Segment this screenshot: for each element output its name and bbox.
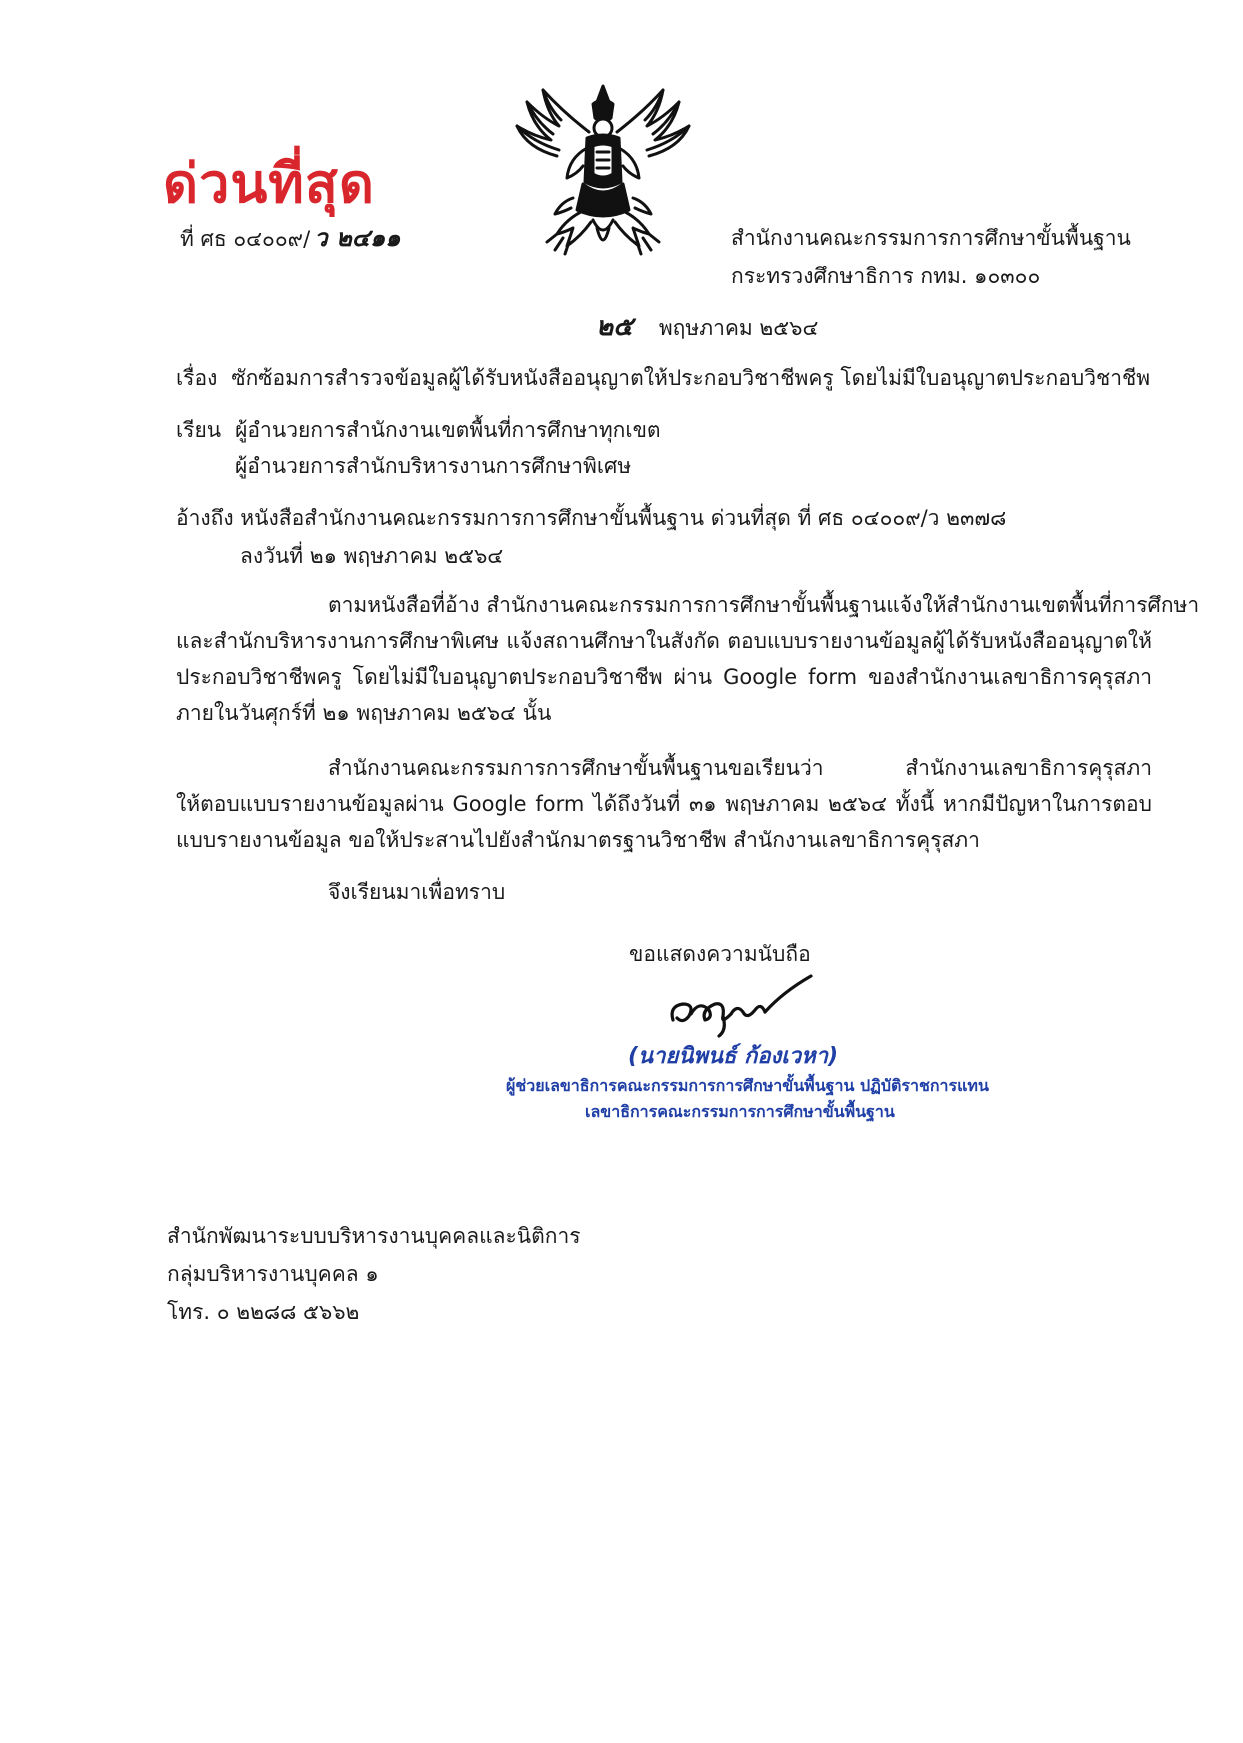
body-paragraph-1 [176,587,1200,731]
paragraph-line: ตามหนังสือที่อ้าง สำนักงานคณะกรรมการการศึกษาขั้นพื้นฐานแจ้งให้สำนักงานเขตพื้นที่การศึกษา [328,593,1200,617]
paragraph-line: แบบรายงานข้อมูล ขอให้ประสานไปยังสำนักมาตรฐานวิชาชีพ สำนักงานเลขาธิการคุรุสภา [176,828,980,852]
paragraph-line: ให้ตอบแบบรายงานข้อมูลผ่าน Google form ได้ถึงวันที่ ๓๑ พฤษภาคม ๒๕๖๔ ทั้งนี้ หากมีปัญหาในการตอบ [176,792,1152,816]
reference-prefix: ที่ ศธ ๐๔๐๐๙/ [180,227,311,251]
date-day: ๒๕ [596,312,633,342]
reference-date: ลงวันที่ ๒๑ พฤษภาคม ๒๕๖๔ [240,544,504,568]
garuda-emblem-icon [503,82,703,260]
paragraph-line: ประกอบวิชาชีพครู โดยไม่มีใบอนุญาตประกอบวิชาชีพ ผ่าน Google form ของสำนักงานเลขาธิการคุรุสภา [176,665,1152,689]
letter-date [596,313,818,342]
recipient-line-1 [176,416,661,444]
agency-address: กระทรวงศึกษาธิการ กทม. ๑๐๓๐๐ [731,264,1041,288]
reference-handwritten-number: ว ๒๔๑๑ [314,223,401,252]
body-paragraph-2 [176,750,1152,858]
signer-title-1: ผู้ช่วยเลขาธิการคณะกรรมการการศึกษาขั้นพื้นฐาน ปฏิบัติราชการแทน [506,1076,989,1095]
paragraph-line: ภายในวันศุกร์ที่ ๒๑ พฤษภาคม ๒๕๖๔ นั้น [176,701,552,725]
closing-line: จึงเรียนมาเพื่อทราบ [328,880,506,904]
subject-text: ซักซ้อมการสำรวจข้อมูลผู้ได้รับหนังสืออนุญาตให้ประกอบวิชาชีพครู โดยไม่มีใบอนุญาตประกอบวิชาชีพ [231,366,1151,390]
agency-name: สำนักงานคณะกรรมการการศึกษาขั้นพื้นฐาน [731,226,1131,250]
reference-letter: อ้างถึง หนังสือสำนักงานคณะกรรมการการศึกษาขั้นพื้นฐาน ด่วนที่สุด ที่ ศธ ๐๔๐๐๙/ว ๒๓๗๘ [176,506,1007,530]
date-month-year: พฤษภาคม ๒๕๖๔ [658,316,819,340]
regards-line: ขอแสดงความนับถือ [629,942,811,966]
subject-line [176,364,1150,392]
recipient-2: ผู้อำนวยการสำนักบริหารงานการศึกษาพิเศษ [235,454,632,478]
recipient-1: ผู้อำนวยการสำนักงานเขตพื้นที่การศึกษาทุกเขต [235,418,661,442]
paragraph-line: และสำนักบริหารงานการศึกษาพิเศษ แจ้งสถานศึกษาในสังกัด ตอบแบบรายงานข้อมูลผู้ได้รับหนังสืออนุญาตให้ [176,629,1152,653]
recipient-label: เรียน [176,418,222,442]
subject-label: เรื่อง [176,366,218,390]
reference-number [180,224,400,253]
signer-title-2: เลขาธิการคณะกรรมการการศึกษาขั้นพื้นฐาน [585,1102,895,1121]
urgency-stamp: ด่วนที่สุด [163,152,375,215]
contact-group: กลุ่มบริหารงานบุคคล ๑ [167,1262,379,1286]
paragraph-line: สำนักงานคณะกรรมการการศึกษาขั้นพื้นฐานขอเรียนว่า สำนักงานเลขาธิการคุรุสภา [328,756,1152,780]
contact-office: สำนักพัฒนาระบบบริหารงานบุคคลและนิติการ [167,1224,581,1248]
handwritten-signature [665,970,815,1040]
signer-name: (นายนิพนธ์ ก้องเวหา) [628,1044,839,1069]
contact-phone: โทร. ๐ ๒๒๘๘ ๕๖๖๒ [167,1300,360,1324]
